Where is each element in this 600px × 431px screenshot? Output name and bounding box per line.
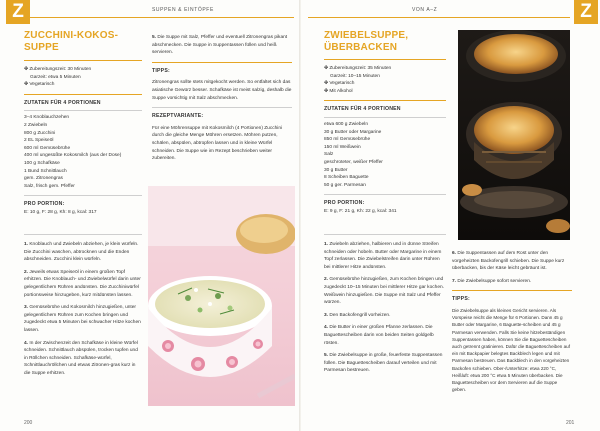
thumb-index-letter-right: Z [574, 0, 598, 24]
ingredient-item: 1 Bund Schnittlauch [24, 168, 67, 174]
steps-divider [324, 234, 446, 235]
step-item: 5. Die Zwiebelsuppe in große, feuerfeste Suppentassen füllen. Die Baguettescheiben darauf verteilen und mit Parmesan bestreuen. [324, 353, 443, 374]
steps-column-left [24, 234, 142, 383]
title-divider [324, 59, 446, 60]
meta-divider [24, 94, 142, 95]
ingredient-item: Salz, frisch gem. Pfeffer [24, 183, 75, 189]
meta-divider [324, 100, 446, 101]
prep-time: ✤ Zubereitungszeit: 35 Minuten [324, 66, 392, 71]
per-portion-heading: PRO PORTION: [324, 200, 365, 207]
recipe-column-right-1 [324, 30, 446, 216]
step-item: 1. Knoblauch und Zwiebeln abziehen, je klein würfeln. Die Zucchini waschen, abtrocknen und die Enden abschneiden. Zucchini klein würfeln. [24, 242, 139, 263]
ingredient-item: 30 g Butter [324, 167, 348, 173]
prep-time: ✤ Zubereitungszeit: 30 Minuten [24, 67, 92, 72]
portion-divider [24, 195, 142, 196]
step-item: 2. Jeweils etwas Speiseöl in einem großen Topf erhitzen. Die Knoblauch- und Zwiebelwürfel darin unter gelegentlichem Rühren andünsten. Die Zucchiniwürfel portionsweise hinzugeben, kurz mitdünsten lassen. [24, 269, 141, 298]
onion-soup-illustration [458, 30, 570, 240]
running-head-right: VON A–Z [412, 7, 438, 13]
step-item: 6. Die Suppentassen auf dem Rost unter den vorgeheizten Backofengrill schieben. Die Suppe kurz überbacken, bis der Käse leicht gebräunt ist. [452, 251, 565, 272]
steps-divider [24, 234, 142, 235]
portion-divider [324, 194, 446, 195]
page-number-right: 201 [566, 420, 575, 426]
recipe-column-left-2 [152, 34, 292, 166]
step-item: 3. Gemüsebrühe und Kokosmilch hinzugießen, unter gelegentlichem Rühren zum Kochen bringen und zugedeckt etwa 5 Minuten bei schwacher Hitze kochen lassen. [24, 305, 141, 333]
ingredient-item: 400 ml ungesüßte Kokosmilch (aus der Dose) [24, 153, 122, 159]
onion-soup-photo [458, 30, 570, 240]
tips-divider [452, 290, 572, 291]
page-gutter [299, 0, 301, 431]
ingredient-item: gem. Zitronengras [24, 176, 63, 182]
ingredient-item: 850 ml Gemüsebrühe [324, 137, 371, 143]
ingredient-item: geschroteter, weißer Pfeffer [324, 159, 383, 165]
variant-divider [152, 107, 292, 108]
ingredients-list [324, 121, 446, 189]
ingredient-item: 8 Scheiben Baguette [324, 175, 369, 181]
ingredient-item: 30 g Butter oder Margarine [324, 129, 382, 135]
recipe-meta [24, 66, 142, 89]
steps-column-right-1 [324, 234, 446, 380]
ingredient-item: 100 g Schafkäse [24, 160, 60, 166]
ingredient-item: 2 Zwiebeln [24, 122, 48, 128]
step-item: 2. Gemüsebrühe hinzugießen, zum Kochen bringen und zugedeckt 10–15 Minuten bei mittlerer Hitze gar kochen. Weißwein hinzugießen. Die Suppe mit Salz und Pfeffer würzen. [324, 277, 444, 306]
ingredient-item: 2 EL Speiseöl [24, 138, 54, 144]
step-item: 5. Die Suppe mit Salz, Pfeffer und eventuell Zitronengras pikant abschmecken. Die Suppe in Suppentassen füllen und heiß servieren. [152, 35, 288, 56]
tips-heading: TIPPS: [152, 67, 170, 74]
per-portion-values: E: 9 g, F: 21 g, Kh: 22 g, kcal: 341 [324, 208, 397, 214]
running-head-left: SUPPEN & EINTÖPFE [152, 7, 214, 13]
tips-heading: TIPPS: [452, 296, 470, 303]
ingredient-item: 150 ml Weißwein [324, 144, 361, 150]
per-portion-heading: PRO PORTION: [24, 201, 65, 208]
diet-tag: ✤ Vegetarisch [324, 81, 355, 87]
ingredients-heading: ZUTATEN FÜR 4 PORTIONEN [324, 106, 401, 113]
ingredients-divider [324, 117, 446, 118]
step-item: 4. In der Zwischenzeit den Schafkäse in kleine Würfel schneiden. Schnittlauch abspülen, trocken tupfen und in Röllchen schneiden. Schafkäse-würfel, Schnittlauchröllchen und etwas Zitronen-gras kurz in die Suppe erhitzen. [24, 340, 138, 376]
header-rule-right [308, 17, 570, 18]
tips-text: Die Zwiebelsuppe als kleines Gericht servieren. Als Vorspeise reicht die Menge für 6 Portionen. Dann 45 g Butter oder Margarine, 6 Baguette-scheiben und 45 g Parmesan verwenden. Falls Sie keine hitzebeständigen Suppentassen haben, können Sie die Baguettescheiben auch getrennt gratinieren. Dafür die Baguettescheiben auf ein mit Backpapier belegtes Backblech legen und mit Parmesan bestreuen. Das Backblech in den vorgeheizten Backofen schieben. Ober-/Unterhitze: etwa 220 °C, Heißluft: etwa 200 °C etwa 5 Minuten überbacken. Die Baguettescheiben vor dem Servieren auf die Suppe geben. [452, 307, 570, 393]
ingredients-heading: ZUTATEN FÜR 4 PORTIONEN [24, 99, 101, 106]
ingredient-item: 800 g Zucchini [24, 130, 56, 136]
variant-text: Für eine Möhrensuppe mit Kokosmilch (4 Portionen) Zucchini durch die gleiche Menge Möhren ersetzen. Möhren putzen, schälen, abspülen, abtropfen lassen und in kleine Würfel schneiden. Die Suppe wie im Rezept beschrieben weiter zubereiten. [152, 125, 283, 162]
tips-text: Zitronengras sollte stets mitgekocht werden. So entfaltet sich das asiatische Gewürz besser. Schafkäse ist meist salzig, deshalb die Suppe vorsichtig mit Salz abschmecken. [152, 80, 292, 101]
recipe-meta [324, 65, 446, 95]
ingredients-list [24, 114, 142, 190]
recipe-title-line1: ZWIEBELSUPPE, [324, 30, 409, 41]
per-portion-values: E: 10 g, F: 28 g, Kh: 8 g, kcal: 317 [24, 209, 97, 215]
step-item: 7. Die Zwiebelsuppe sofort servieren. [452, 278, 532, 284]
page-number-left: 200 [24, 420, 33, 426]
cook-time: Garzeit: etwa 5 Minuten [30, 74, 81, 80]
alcohol-tag: ✤ Mit Alkohol [324, 88, 353, 94]
thumb-index-letter-left: Z [6, 0, 30, 24]
recipe-title: ZUCCHINI-KOKOS-SUPPE [24, 30, 119, 53]
zucchini-soup-photo [148, 186, 295, 406]
ingredients-divider [24, 110, 142, 111]
ingredient-item: Salz [324, 152, 334, 158]
ingredient-item: 600 ml Gemüsebrühe [24, 145, 71, 151]
tips-divider [152, 62, 292, 63]
step-item: 3. Den Backofengrill vorheizen. [324, 312, 391, 318]
header-rule-left [24, 17, 294, 18]
diet-tag: ✤ Vegetarisch [24, 82, 55, 88]
step-item: 4. Die Butter in einer großen Pfanne zerlassen. Die Baguettescheiben darin von beiden Seiten goldgelb rösten. [324, 325, 434, 346]
variant-heading: REZEPTVARIANTE: [152, 113, 204, 120]
recipe-column-right-2 [452, 250, 572, 396]
ingredient-item: 3–4 Knoblauchzehen [24, 115, 70, 121]
cook-time: Garzeit: 10–15 Minuten [330, 73, 380, 79]
recipe-column-left-1 [24, 30, 142, 217]
ingredient-item: etwa 600 g Zwiebeln [324, 121, 368, 127]
recipe-title-line2: ÜBERBACKEN [324, 42, 398, 53]
ingredient-item: 50 g ger. Parmesan [324, 182, 366, 188]
soup-bowl-illustration [148, 186, 295, 406]
title-divider [24, 60, 142, 61]
step-item: 1. Zwiebeln abziehen, halbieren und in dünne Streifen schneiden oder hobeln. Butter oder Margarine in einem Topf zerlassen. Die Zwiebelstreifen darin unter Rühren bei mittlerer Hitze andünsten. [324, 242, 442, 270]
